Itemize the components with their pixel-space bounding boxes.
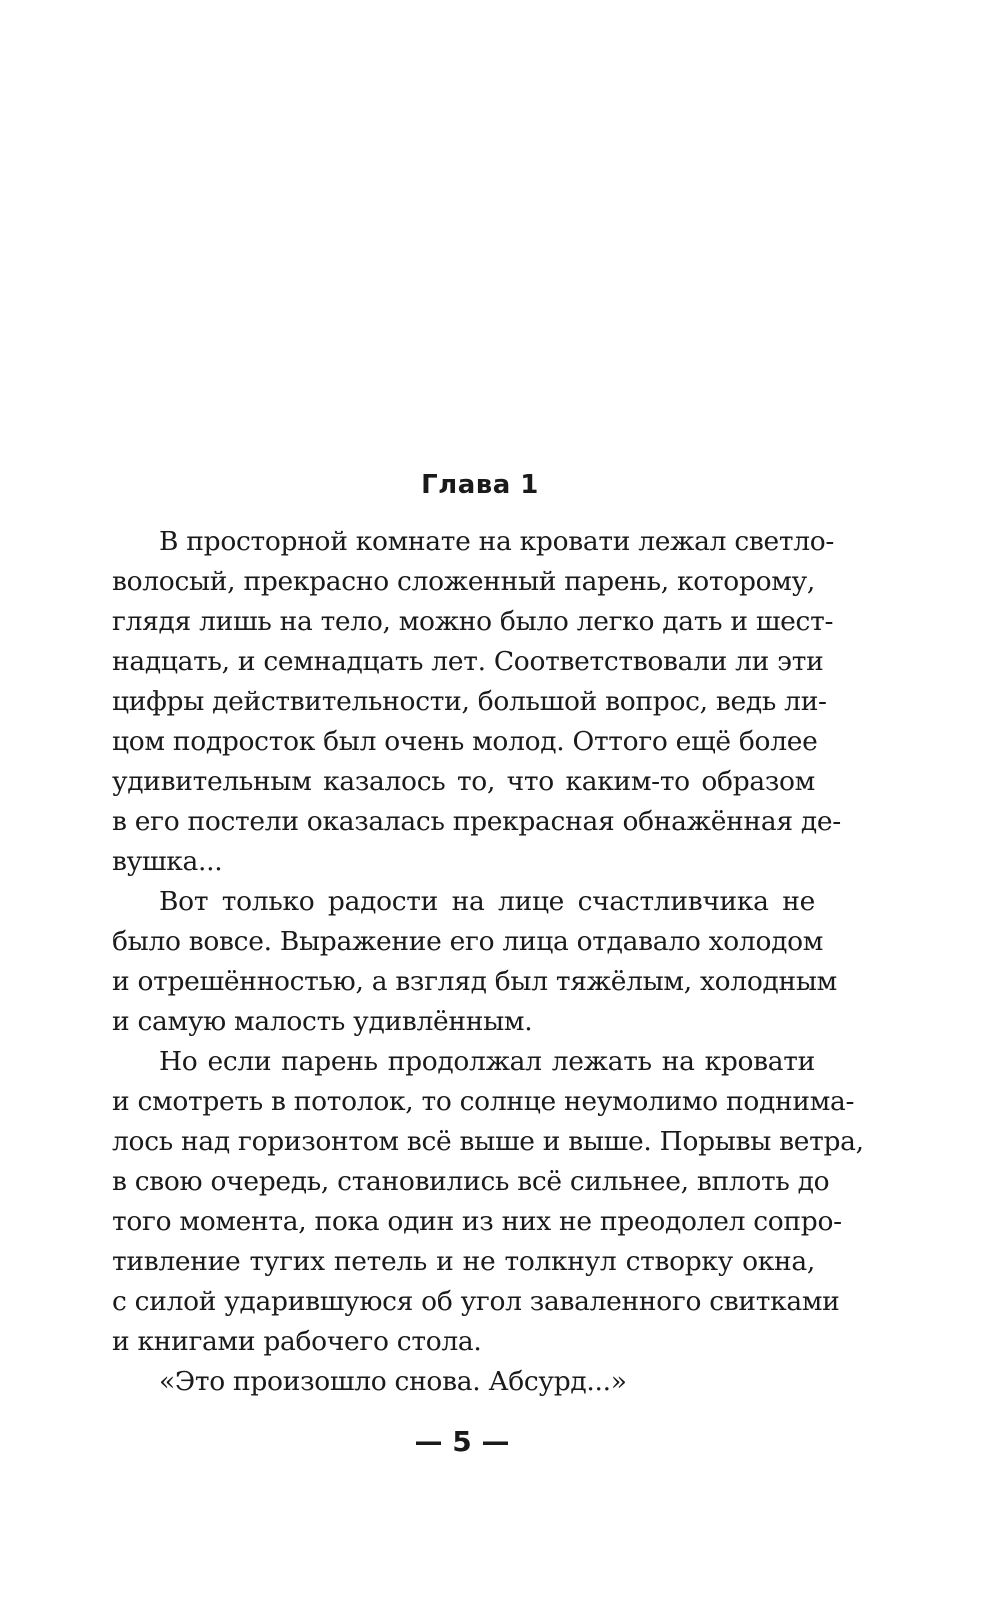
paragraph-1-line-5: цифры действительности, большой вопрос, ведь ли- <box>112 686 827 717</box>
paragraph-1-line-6: цом подросток был очень молод. Оттого ещё более <box>112 726 818 757</box>
paragraph-3-line-2: и смотреть в потолок, то солнце неумолимо поднима- <box>112 1086 855 1117</box>
paragraph-2-line-2: было вовсе. Выражение его лица отдавало холодом <box>112 926 824 957</box>
page-number: — 5 — <box>414 1425 510 1458</box>
paragraph-3-line-7: с силой ударившуюся об угол заваленного свитками <box>112 1286 840 1317</box>
paragraph-1-line-4: надцать, и семнадцать лет. Соответствовали ли эти <box>112 646 824 677</box>
paragraph-2-line-3: и отрешённостью, а взгляд был тяжёлым, холодным <box>112 966 837 997</box>
body-text <box>112 522 864 1402</box>
chapter-title: Глава 1 <box>421 470 539 500</box>
paragraph-2-line-1: Вот только радости на лице счастливчика не <box>159 886 815 917</box>
paragraph-1-line-7: удивительным казалось то, что каким-то образом <box>112 766 815 797</box>
paragraph-3-line-8: и книгами рабочего стола. <box>112 1326 482 1357</box>
paragraph-1-line-3: глядя лишь на тело, можно было легко дать и шест- <box>112 606 834 637</box>
paragraph-1-line-2: волосый, прекрасно сложенный парень, которому, <box>112 566 815 597</box>
paragraph-1-line-9: вушка... <box>112 846 223 877</box>
paragraph-1-line-1: В просторной комнате на кровати лежал светло- <box>159 526 835 557</box>
paragraph-3-line-6: тивление тугих петель и не толкнул створку окна, <box>112 1246 815 1277</box>
paragraph-3-line-3: лось над горизонтом всё выше и выше. Порывы ветра, <box>112 1126 864 1157</box>
paragraph-3-line-5: того момента, пока один из них не преодолел сопро- <box>112 1206 842 1237</box>
paragraph-3-line-4: в свою очередь, становились всё сильнее, вплоть до <box>112 1166 830 1197</box>
paragraph-4-line-1: «Это произошло снова. Абсурд...» <box>159 1366 627 1397</box>
paragraph-1-line-8: в его постели оказалась прекрасная обнажённая де- <box>112 806 841 837</box>
paragraph-3-line-1: Но если парень продолжал лежать на кровати <box>159 1046 815 1077</box>
paragraph-2-line-4: и самую малость удивлённым. <box>112 1006 533 1037</box>
